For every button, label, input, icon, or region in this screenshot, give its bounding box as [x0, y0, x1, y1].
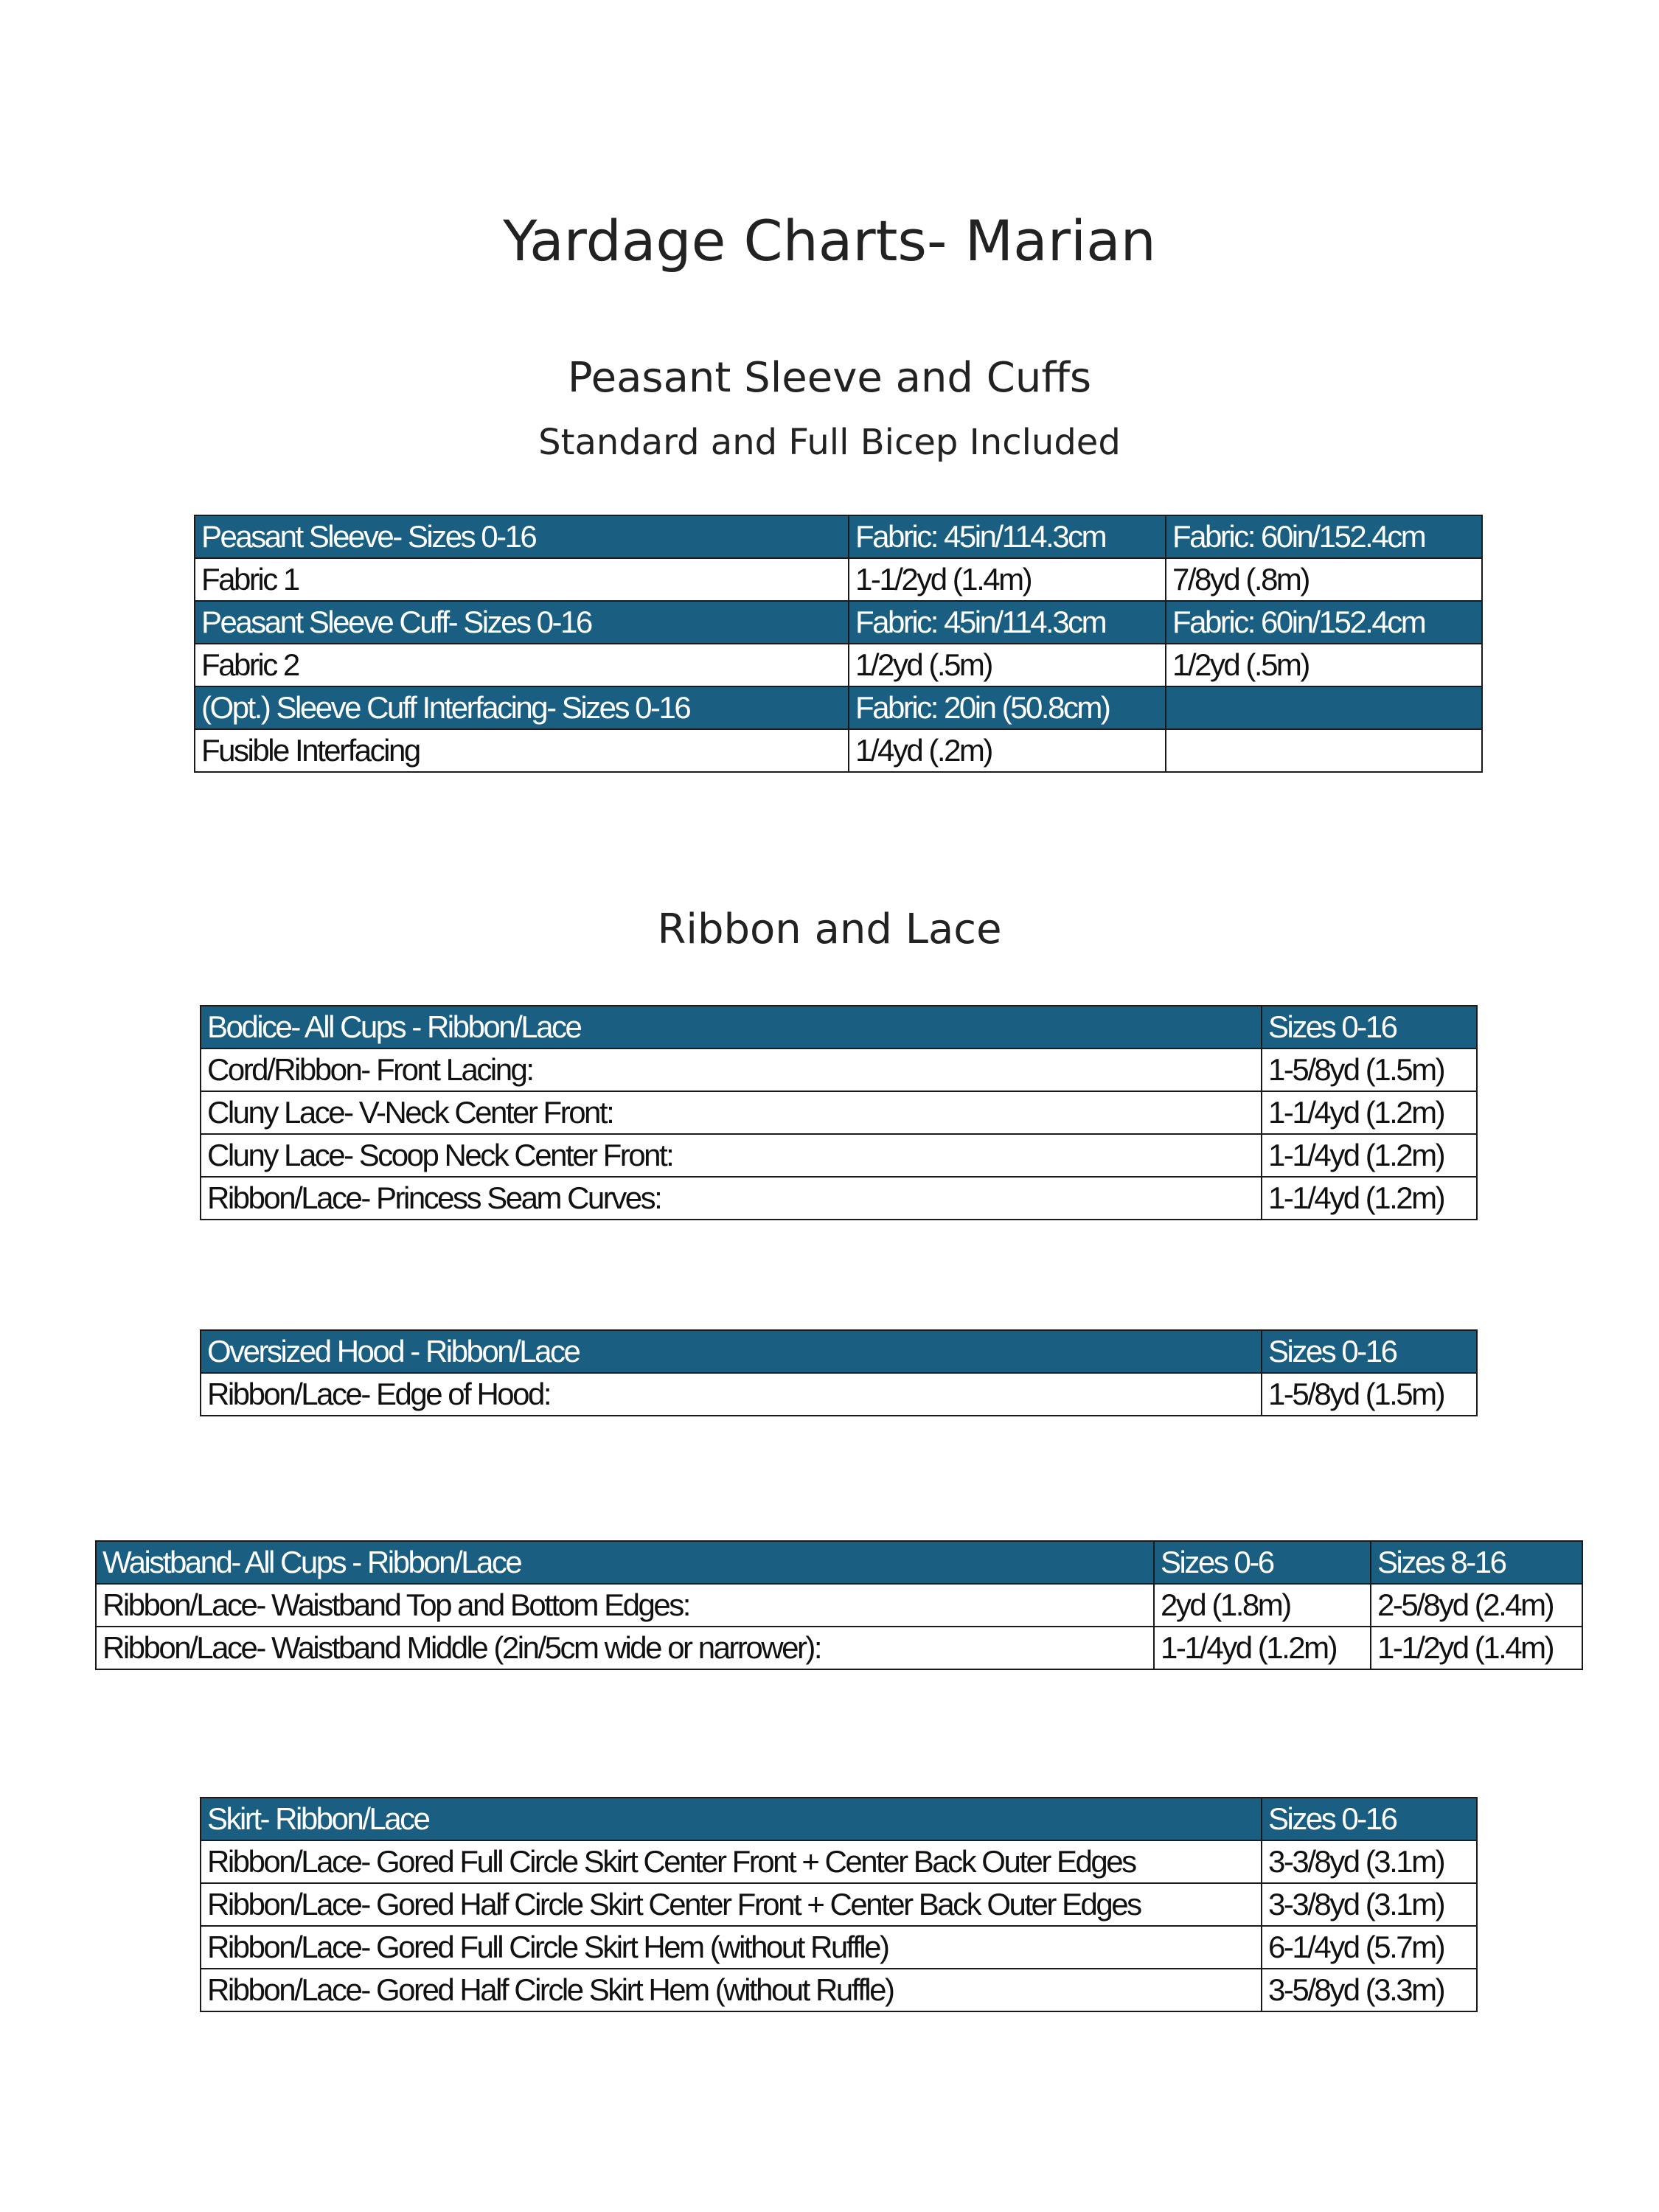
table-row — [201, 1969, 1477, 2011]
table-row — [201, 1177, 1477, 1220]
header-cell — [1166, 686, 1482, 729]
hood-ribbon-table — [200, 1329, 1478, 1416]
table-row — [195, 558, 1482, 601]
table-cell: 3-3/8yd (3.1m) — [1262, 1840, 1477, 1883]
table-row — [201, 1134, 1477, 1177]
table-row — [201, 1840, 1477, 1883]
table-row — [195, 729, 1482, 772]
table-cell: Ribbon/Lace- Gored Half Circle Skirt Hem (without Ruffle) — [201, 1969, 1262, 2011]
header-cell: Sizes 0-16 — [1262, 1330, 1477, 1373]
header-cell: Fabric: 45in/114.3cm — [849, 515, 1166, 558]
table-cell: 3-3/8yd (3.1m) — [1262, 1883, 1477, 1926]
header-cell: Sizes 0-16 — [1262, 1006, 1477, 1048]
table-row — [195, 644, 1482, 686]
table-cell: 6-1/4yd (5.7m) — [1262, 1926, 1477, 1969]
header-cell: Peasant Sleeve Cuff- Sizes 0-16 — [195, 601, 849, 644]
header-cell: Fabric: 20in (50.8cm) — [849, 686, 1166, 729]
table-cell: Fabric 2 — [195, 644, 849, 686]
table-row — [201, 1373, 1477, 1416]
section-subheading-sleeve: Standard and Full Bicep Included — [538, 422, 1121, 463]
table-cell: 1/2yd (.5m) — [1166, 644, 1482, 686]
table-cell: Ribbon/Lace- Waistband Middle (2in/5cm wide or narrower): — [96, 1627, 1154, 1669]
table-cell: Cluny Lace- Scoop Neck Center Front: — [201, 1134, 1262, 1177]
table-cell: Ribbon/Lace- Gored Half Circle Skirt Center Front + Center Back Outer Edges — [201, 1883, 1262, 1926]
table-cell: Cord/Ribbon- Front Lacing: — [201, 1048, 1262, 1091]
header-cell: Fabric: 45in/114.3cm — [849, 601, 1166, 644]
header-cell: Fabric: 60in/152.4cm — [1166, 515, 1482, 558]
table-header-row — [201, 1798, 1477, 1840]
table-row — [96, 1584, 1582, 1627]
table-header-row — [195, 515, 1482, 558]
header-cell: Sizes 0-6 — [1154, 1541, 1371, 1584]
table-cell: 1-1/4yd (1.2m) — [1262, 1134, 1477, 1177]
table-cell: Ribbon/Lace- Gored Full Circle Skirt Hem (without Ruffle) — [201, 1926, 1262, 1969]
table-row — [201, 1091, 1477, 1134]
table-header-row — [195, 686, 1482, 729]
table-cell: 1/2yd (.5m) — [849, 644, 1166, 686]
table-cell: 1-5/8yd (1.5m) — [1262, 1373, 1477, 1416]
section-heading-sleeve: Peasant Sleeve and Cuffs — [567, 354, 1092, 402]
header-cell: Oversized Hood - Ribbon/Lace — [201, 1330, 1262, 1373]
table-cell: 1-1/2yd (1.4m) — [1371, 1627, 1582, 1669]
table-cell: 7/8yd (.8m) — [1166, 558, 1482, 601]
table-cell: Fabric 1 — [195, 558, 849, 601]
table-cell: 3-5/8yd (3.3m) — [1262, 1969, 1477, 2011]
table-row — [96, 1627, 1582, 1669]
table-cell: Ribbon/Lace- Edge of Hood: — [201, 1373, 1262, 1416]
table-header-row — [201, 1006, 1477, 1048]
table-row — [201, 1926, 1477, 1969]
header-cell: Fabric: 60in/152.4cm — [1166, 601, 1482, 644]
table-cell: 1-1/2yd (1.4m) — [849, 558, 1166, 601]
waistband-ribbon-table — [95, 1540, 1583, 1670]
table-cell: 1-1/4yd (1.2m) — [1262, 1091, 1477, 1134]
page-title: Yardage Charts- Marian — [503, 208, 1156, 274]
table-cell: Ribbon/Lace- Waistband Top and Bottom Edges: — [96, 1584, 1154, 1627]
table-cell: Ribbon/Lace- Gored Full Circle Skirt Center Front + Center Back Outer Edges — [201, 1840, 1262, 1883]
table-header-row — [195, 601, 1482, 644]
header-cell: Waistband- All Cups - Ribbon/Lace — [96, 1541, 1154, 1584]
table-cell — [1166, 729, 1482, 772]
table-cell: 2-5/8yd (2.4m) — [1371, 1584, 1582, 1627]
header-cell: Skirt- Ribbon/Lace — [201, 1798, 1262, 1840]
table-header-row — [201, 1330, 1477, 1373]
table-row — [201, 1883, 1477, 1926]
table-cell: 1-1/4yd (1.2m) — [1262, 1177, 1477, 1220]
table-cell: 1-1/4yd (1.2m) — [1154, 1627, 1371, 1669]
sleeve-yardage-table — [194, 515, 1483, 773]
skirt-ribbon-table — [200, 1797, 1478, 2012]
header-cell: Sizes 8-16 — [1371, 1541, 1582, 1584]
table-cell: 2yd (1.8m) — [1154, 1584, 1371, 1627]
table-row — [201, 1048, 1477, 1091]
table-cell: Fusible Interfacing — [195, 729, 849, 772]
section-heading-ribbon: Ribbon and Lace — [657, 905, 1002, 953]
bodice-ribbon-table — [200, 1005, 1478, 1220]
table-cell: 1/4yd (.2m) — [849, 729, 1166, 772]
table-header-row — [96, 1541, 1582, 1584]
header-cell: Peasant Sleeve- Sizes 0-16 — [195, 515, 849, 558]
header-cell: (Opt.) Sleeve Cuff Interfacing- Sizes 0-16 — [195, 686, 849, 729]
table-cell: Ribbon/Lace- Princess Seam Curves: — [201, 1177, 1262, 1220]
header-cell: Sizes 0-16 — [1262, 1798, 1477, 1840]
header-cell: Bodice- All Cups - Ribbon/Lace — [201, 1006, 1262, 1048]
table-cell: 1-5/8yd (1.5m) — [1262, 1048, 1477, 1091]
table-cell: Cluny Lace- V-Neck Center Front: — [201, 1091, 1262, 1134]
